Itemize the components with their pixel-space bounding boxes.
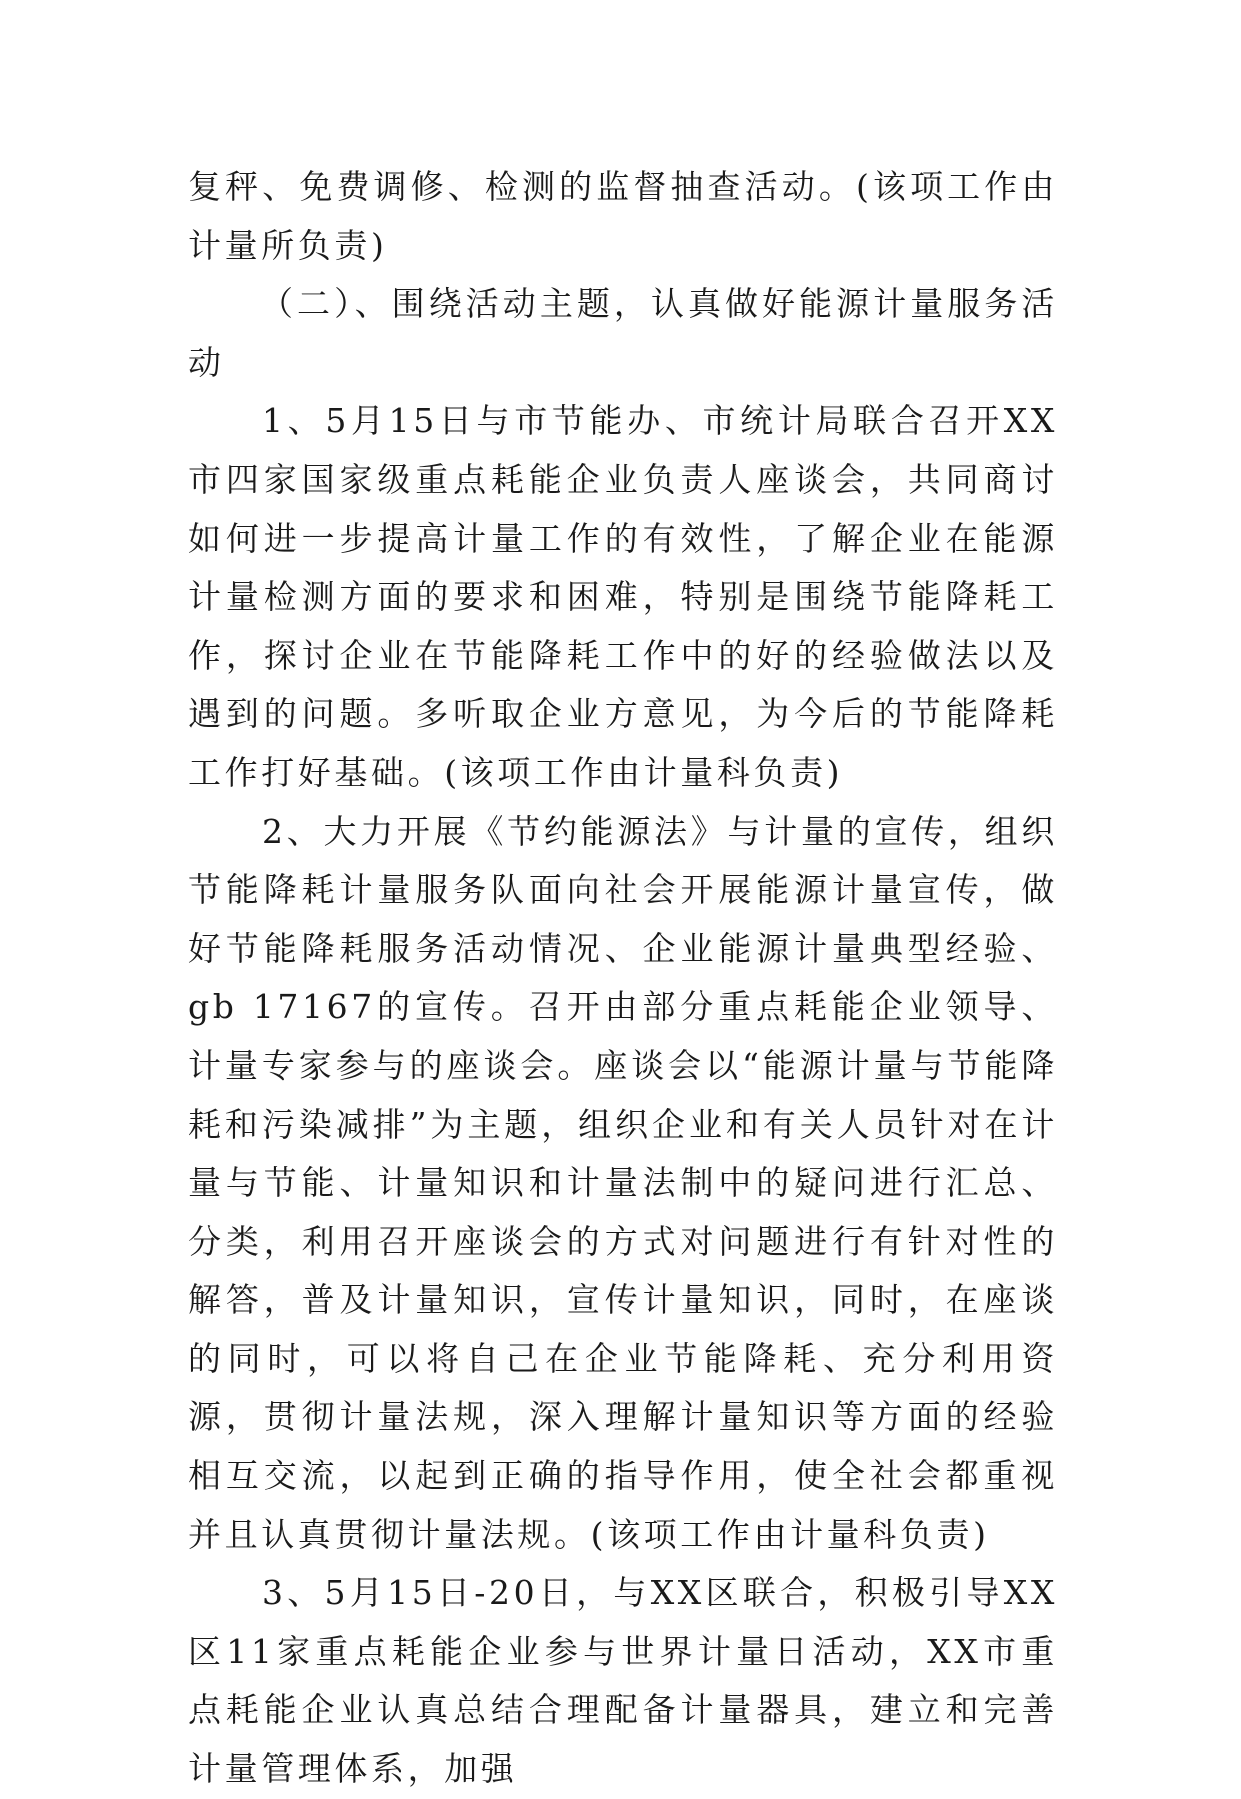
paragraph-continuation: 复秤、免费调修、检测的监督抽查活动。(该项工作由计量所负责)	[188, 167, 1058, 265]
paragraph-item-1: 1、5月15日与市节能办、市统计局联合召开XX市四家国家级重点耗能企业负责人座谈会，共同商讨如何进一步提高计量工作的有效性，了解企业在能源计量检测方面的要求和困难，特别是围绕节能降耗工作，探讨企业在节能降耗工作中的好的经验做法以及遇到的问题。多听取企业方意见，为今后的节能降耗工作打好基础。(该项工作由计量科负责)	[188, 401, 1058, 792]
section-heading: （二）、围绕活动主题，认真做好能源计量服务活动	[188, 284, 1058, 382]
paragraph-item-2: 2、大力开展《节约能源法》与计量的宣传，组织节能降耗计量服务队面向社会开展能源计量宣传，做好节能降耗服务活动情况、企业能源计量典型经验、gb 17167的宣传。召开由部分重点耗能企业领导、计量专家参与的座谈会。座谈会以“能源计量与节能降耗和污染减排”为主题，组织企业和有关人员针对在计量与节能、计量知识和计量法制中的疑问进行汇总、分类，利用召开座谈会的方式对问题进行有针对性的解答，普及计量知识，宣传计量知识，同时，在座谈的同时，可以将自己在企业节能降耗、充分利用资源，贯彻计量法规，深入理解计量知识等方面的经验相互交流，以起到正确的指导作用，使全社会都重视并且认真贯彻计量法规。(该项工作由计量科负责)	[188, 811, 1058, 1554]
paragraph-item-3: 3、5月15日-20日，与XX区联合，积极引导XX区11家重点耗能企业参与世界计量日活动，XX市重点耗能企业认真总结合理配备计量器具，建立和完善计量管理体系，加强	[188, 1573, 1058, 1789]
document-body	[188, 158, 1058, 1799]
